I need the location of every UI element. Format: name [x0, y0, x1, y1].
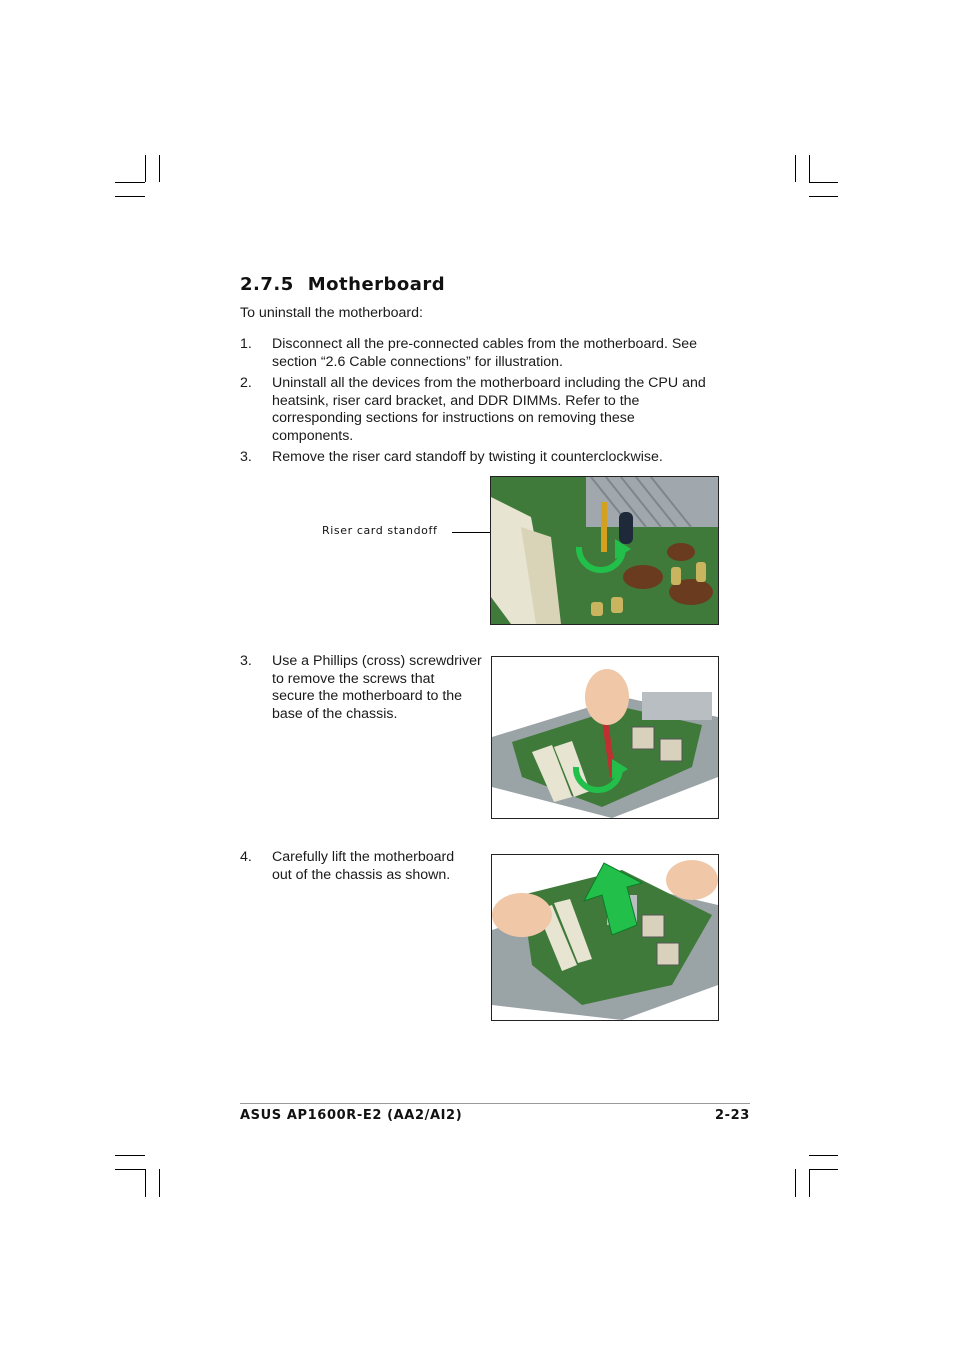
step-line: to remove the screws that [272, 670, 435, 687]
intro-text: To uninstall the motherboard: [240, 305, 423, 321]
crop-mark [159, 1169, 160, 1197]
step-line: Uninstall all the devices from the motherboard including the CPU and [272, 375, 706, 391]
crop-mark [795, 155, 796, 182]
crop-mark [145, 155, 146, 182]
step-line: out of the chassis as shown. [272, 866, 451, 883]
step-line: base of the chassis. [272, 705, 398, 722]
crop-mark [115, 196, 145, 197]
screwdriver-photo [491, 656, 719, 819]
step-line: heatsink, riser card bracket, and DDR DIMMs. Refer to the [272, 392, 640, 409]
callout-label: Riser card standoff [322, 524, 438, 537]
step-number: 3. [240, 449, 252, 465]
step-line: corresponding sections for instructions on removing these [272, 410, 635, 426]
step-line: components. [272, 427, 354, 444]
crop-mark [115, 182, 145, 183]
crop-mark [809, 1169, 838, 1170]
riser-standoff-photo [490, 476, 719, 625]
step-line: Use a Phillips (cross) screwdriver [272, 653, 482, 669]
crop-mark [809, 196, 838, 197]
step-line: secure the motherboard to the [272, 688, 463, 704]
lift-motherboard-photo [491, 854, 719, 1021]
crop-mark [809, 1155, 838, 1156]
step-number: 4. [240, 849, 252, 865]
footer-rule [240, 1103, 750, 1104]
crop-mark [159, 155, 160, 182]
step-line: Carefully lift the motherboard [272, 849, 455, 865]
crop-mark [795, 1169, 796, 1197]
page-number: 2-23 [715, 1108, 750, 1123]
step-line: section “2.6 Cable connections” for illustration. [272, 353, 563, 370]
step-line: Disconnect all the pre-connected cables from the motherboard. See [272, 336, 698, 352]
section-heading [240, 274, 445, 295]
section-title: Motherboard [307, 274, 446, 295]
crop-mark [809, 1169, 810, 1197]
step-number: 2. [240, 375, 252, 391]
footer-title: ASUS AP1600R-E2 (AA2/AI2) [240, 1108, 463, 1123]
step-line: Remove the riser card standoff by twisting it counterclockwise. [272, 449, 663, 465]
crop-mark [115, 1155, 145, 1156]
section-number: 2.7.5 [240, 274, 294, 295]
crop-mark [809, 155, 810, 182]
crop-mark [115, 1169, 145, 1170]
callout-leader [452, 532, 492, 533]
crop-mark [145, 1169, 146, 1197]
step-number: 3. [240, 653, 252, 669]
crop-mark [809, 182, 838, 183]
step-number: 1. [240, 336, 252, 352]
